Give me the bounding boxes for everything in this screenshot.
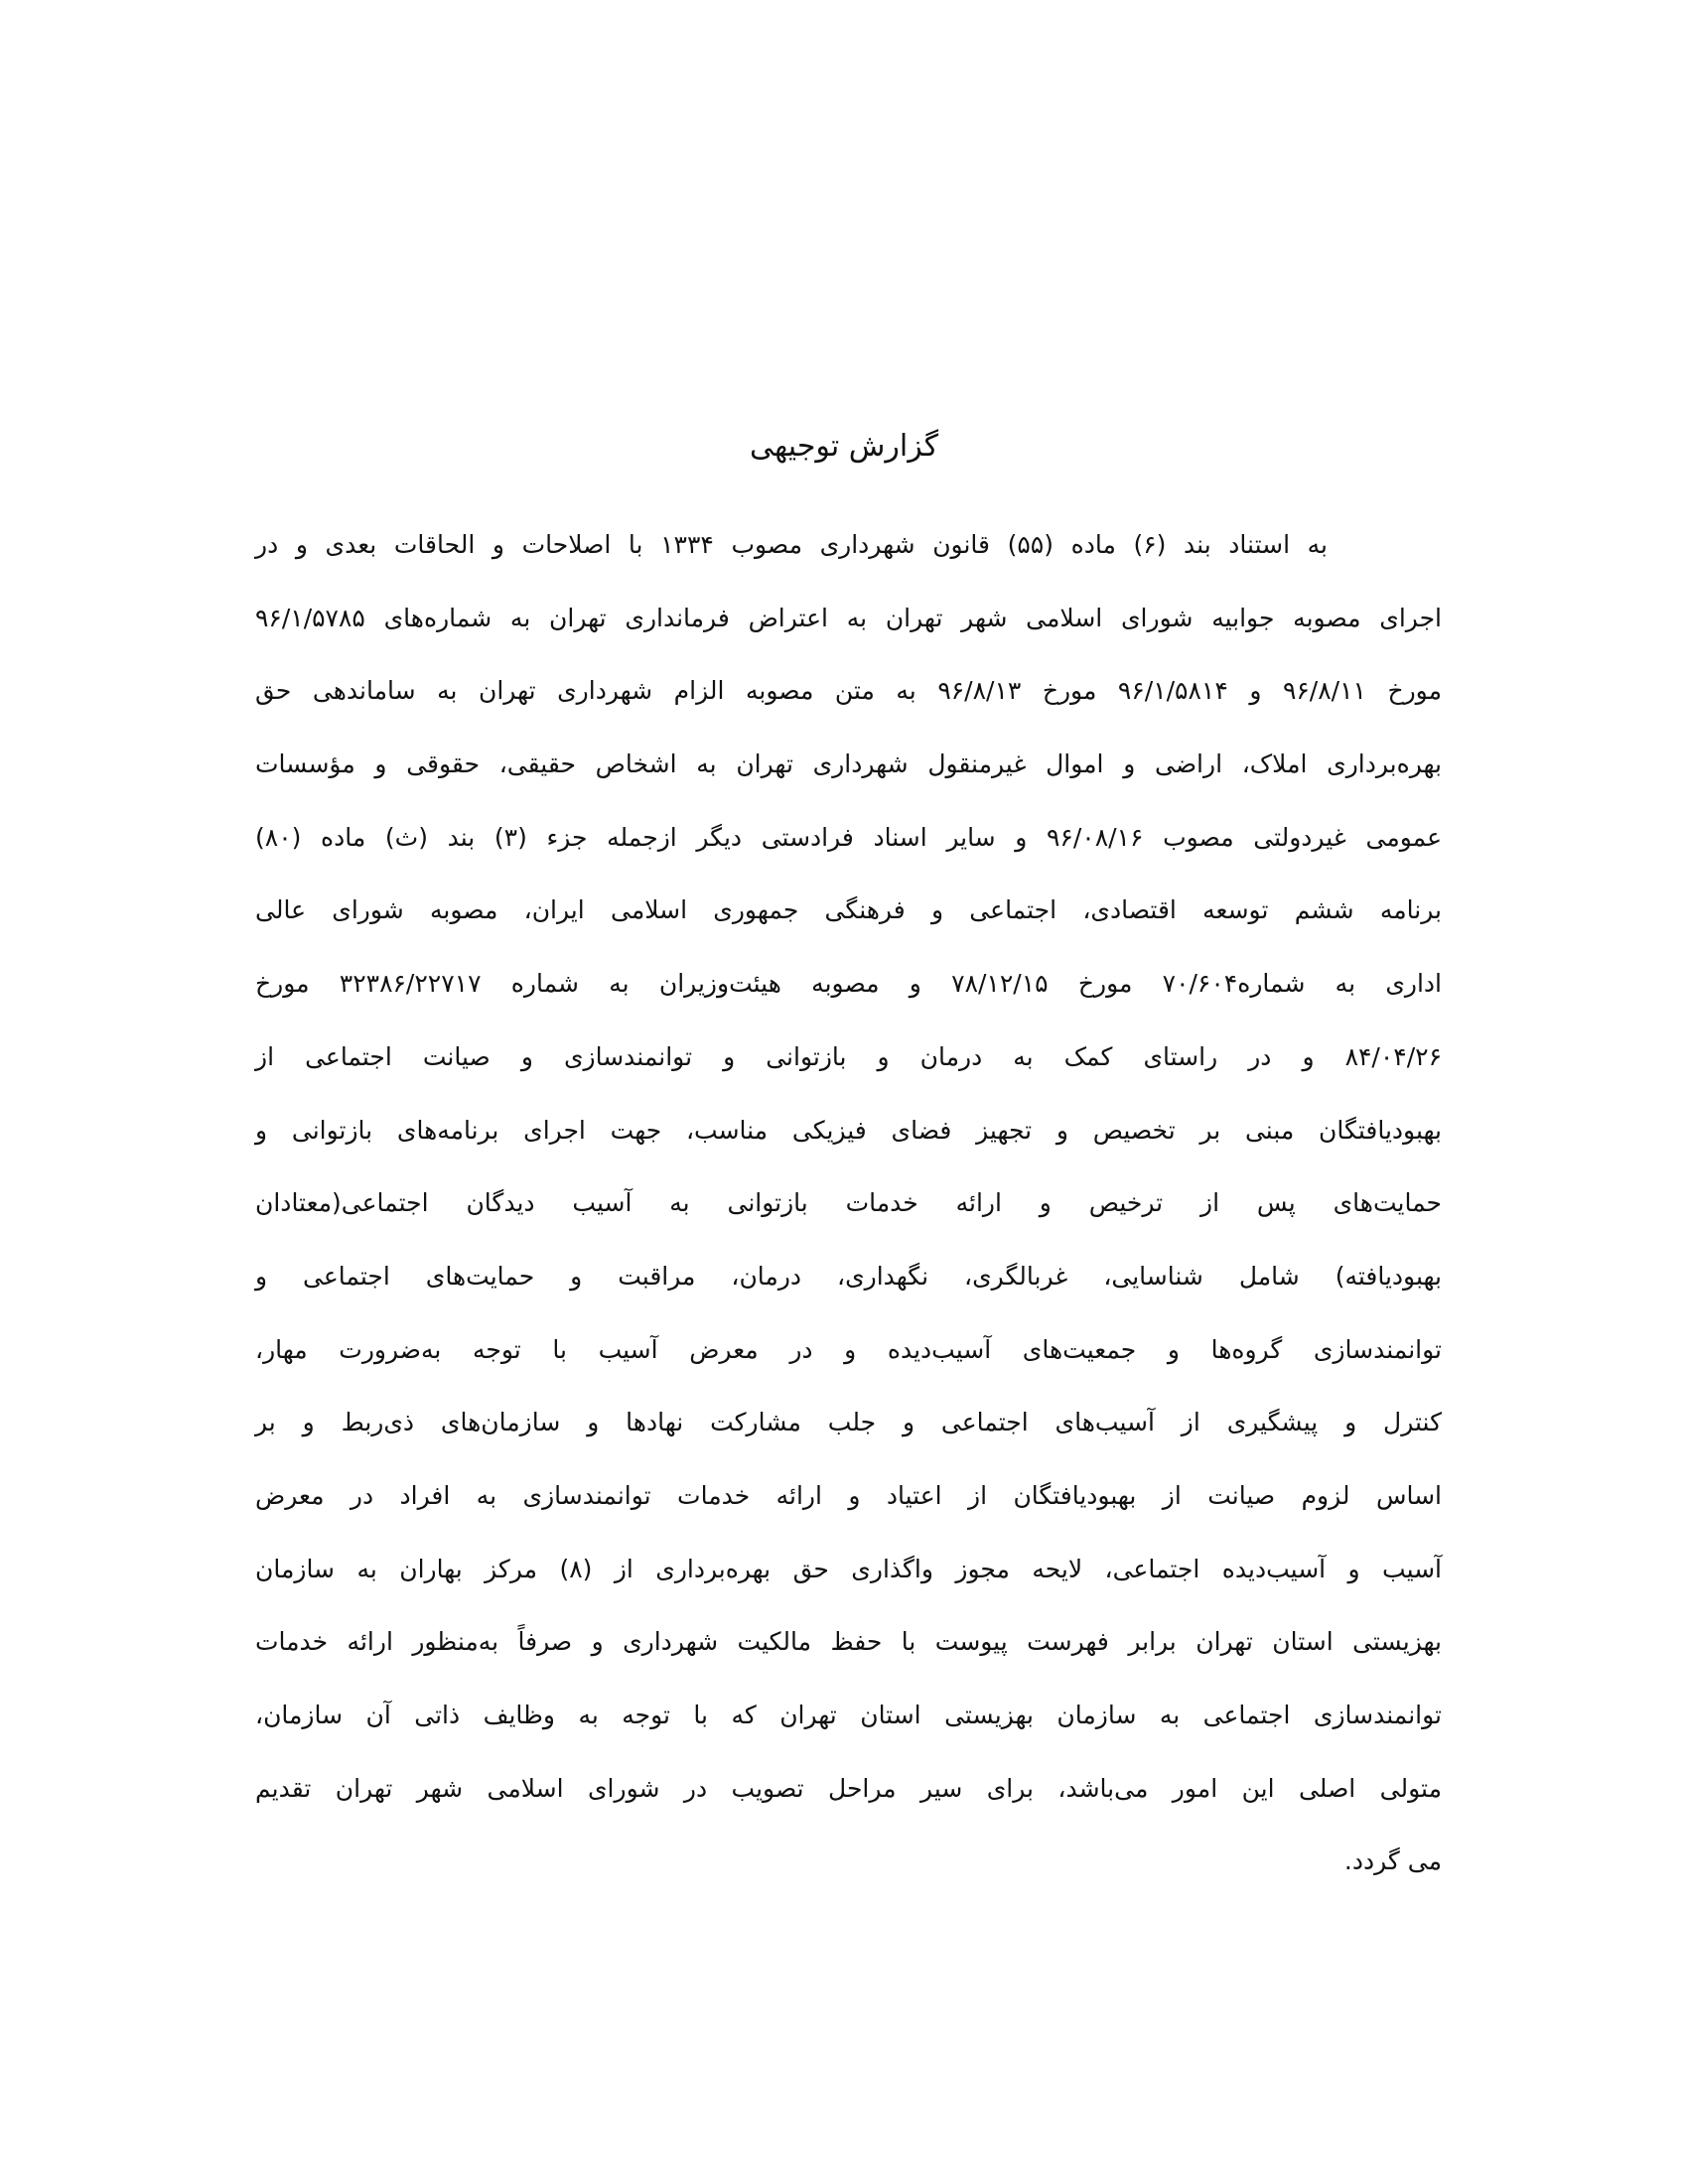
body-line: بهزیستی استان تهران برابر فهرست پیوست با حفظ مالکیت شهرداری و صرفاً به‌منظور ارائه خدمات <box>255 1627 1442 1657</box>
document-body <box>255 517 1442 1907</box>
body-line: متولی اصلی این امور می‌باشد، برای سیر مراحل تصویب در شورای اسلامی شهر تهران تقدیم <box>255 1773 1442 1803</box>
body-line: بهره‌برداری املاک، اراضی و اموال غیرمنقول شهرداری تهران به اشخاص حقیقی، حقوقی و مؤسسات <box>255 750 1442 779</box>
body-line: اداری به شماره۷۰/۶۰۴ مورخ ۷۸/۱۲/۱۵ و مصوبه هیئت‌وزیران به شماره ۳۲۳۸۶/۲۲۷۱۷ مورخ <box>255 969 1442 999</box>
body-line: عمومی غیردولتی مصوب ۹۶/۰۸/۱۶ و سایر اسناد فرادستی دیگر ازجمله جزء (۳) بند (ث) ماده (۸۰) <box>255 822 1443 852</box>
document-title: گزارش توجیهی <box>749 429 939 464</box>
body-line: توانمندسازی اجتماعی به سازمان بهزیستی استان تهران که با توجه به وظایف ذاتی آن سازمان، <box>255 1701 1442 1729</box>
body-line: اجرای مصوبه جوابیه شورای اسلامی شهر تهران به اعتراض فرمانداری تهران به شماره‌های ۹۶/۱/۵۷۸۵ <box>255 603 1442 632</box>
body-line: برنامه ششم توسعه اقتصادی، اجتماعی و فرهنگی جمهوری اسلامی ایران، مصوبه شورای عالی <box>255 895 1442 925</box>
body-line: بهبودیافتگان مبنی بر تخصیص و تجهیز فضای فیزیکی مناسب، جهت اجرای برنامه‌های بازتوانی و <box>255 1115 1442 1145</box>
body-line: ۸۴/۰۴/۲۶ و در راستای کمک به درمان و بازتوانی و توانمندسازی و صیانت اجتماعی از <box>255 1041 1442 1071</box>
body-line: بهبودیافته) شامل شناسایی، غربالگری، نگهداری، درمان، مراقبت و حمایت‌های اجتماعی و <box>255 1261 1442 1291</box>
body-line: آسیب و آسیب‌دیده اجتماعی، لایحه مجوز واگذاری حق بهره‌برداری از (۸) مرکز بهاران به سازمان <box>255 1554 1443 1583</box>
body-line: مورخ ۹۶/۸/۱۱ و ۹۶/۱/۵۸۱۴ مورخ ۹۶/۸/۱۳ به متن مصوبه الزام شهرداری تهران به ساماندهی حق <box>255 676 1442 706</box>
body-line: اساس لزوم صیانت از بهبودیافتگان از اعتیاد و ارائه خدمات توانمندسازی به افراد در معرض <box>255 1480 1442 1510</box>
body-line: کنترل و پیشگیری از آسیب‌های اجتماعی و جلب مشارکت نهادها و سازمان‌های ذی‌ربط و بر <box>255 1408 1442 1437</box>
body-line: به استناد بند (۶) ماده (۵۵) قانون شهرداری مصوب ۱۳۳۴ با اصلاحات و الحاقات بعدی و در <box>255 530 1329 559</box>
body-line-last: می گردد. <box>1343 1846 1442 1876</box>
body-line: توانمندسازی گروه‌ها و جمعیت‌های آسیب‌دیده و در معرض آسیب با توجه به‌ضرورت مهار، <box>255 1334 1442 1364</box>
body-line: حمایت‌های پس از ترخیص و ارائه خدمات بازتوانی به آسیب دیدگان اجتماعی(معتادان <box>255 1188 1442 1218</box>
